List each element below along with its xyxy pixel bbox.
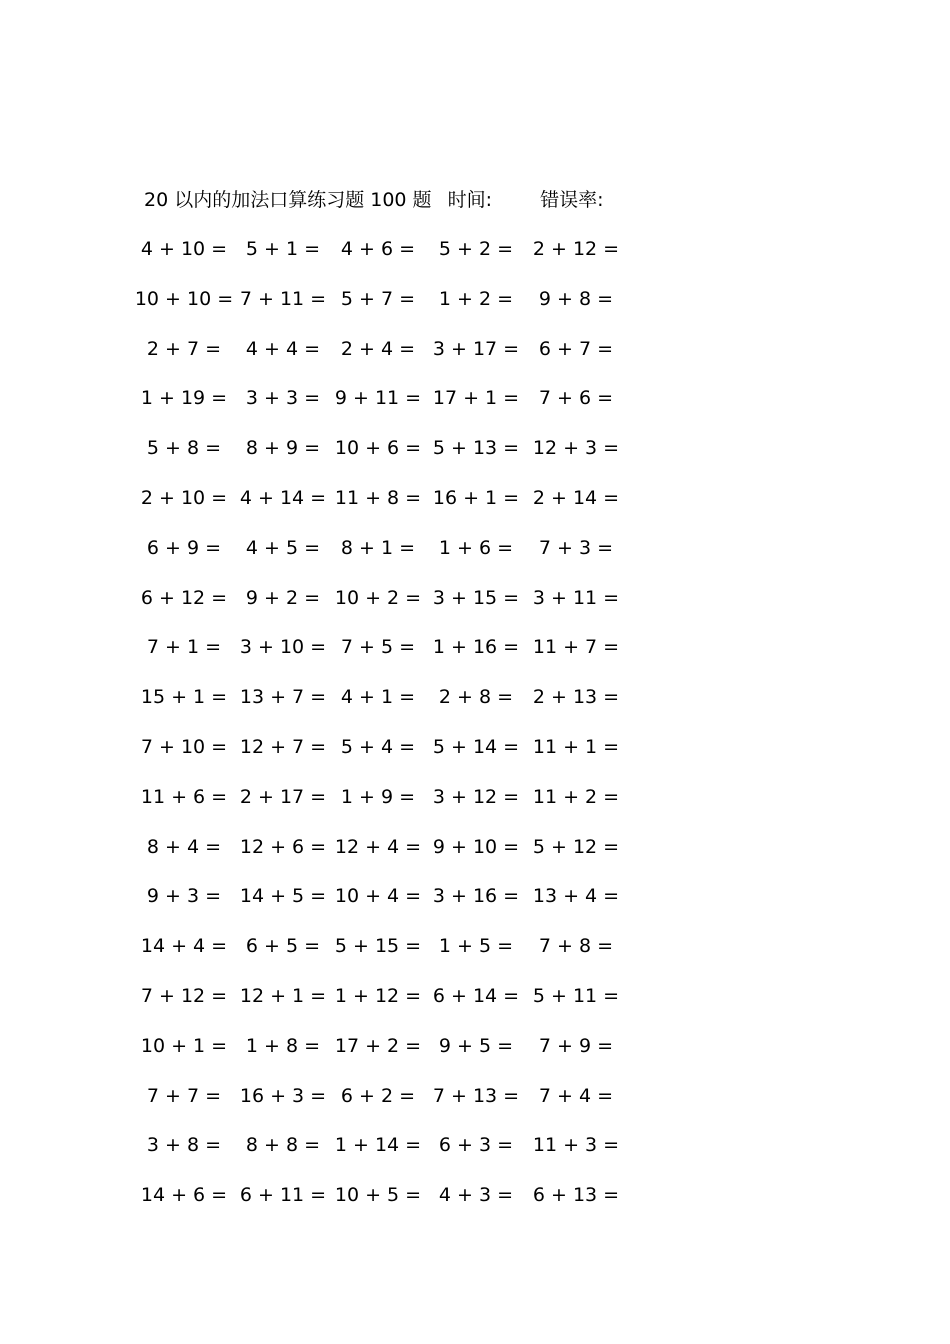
addition-problem: 1 + 14 = <box>334 1134 422 1157</box>
addition-problem: 8 + 8 = <box>245 1134 321 1157</box>
addition-problem: 7 + 3 = <box>538 536 614 559</box>
addition-problem: 11 + 1 = <box>532 736 620 758</box>
addition-problem: 5 + 2 = <box>438 238 514 260</box>
problem-row <box>0 234 950 264</box>
problem-row <box>0 931 950 961</box>
addition-problem: 8 + 4 = <box>146 835 222 858</box>
addition-problem: 3 + 11 = <box>532 586 620 609</box>
addition-problem: 17 + 2 = <box>334 1034 422 1057</box>
addition-problem: 2 + 17 = <box>239 785 327 808</box>
addition-problem: 5 + 4 = <box>340 736 416 758</box>
addition-problem: 11 + 7 = <box>532 636 620 659</box>
addition-problem: 1 + 2 = <box>438 287 514 310</box>
addition-problem: 7 + 4 = <box>538 1084 614 1107</box>
addition-problem: 9 + 8 = <box>538 287 614 310</box>
addition-problem: 5 + 8 = <box>146 437 222 460</box>
addition-problem: 6 + 11 = <box>239 1184 327 1207</box>
addition-problem: 5 + 12 = <box>532 835 620 858</box>
problem-row <box>0 1180 950 1210</box>
worksheet-title: 20 以内的加法口算练习题 100 题 <box>144 189 432 211</box>
addition-problem: 5 + 13 = <box>432 437 520 460</box>
addition-problem: 2 + 13 = <box>532 686 620 709</box>
addition-problem: 3 + 17 = <box>432 337 520 360</box>
addition-problem: 2 + 14 = <box>532 487 620 509</box>
addition-problem: 7 + 5 = <box>340 636 416 659</box>
addition-problem: 17 + 1 = <box>432 387 520 410</box>
addition-problem: 7 + 13 = <box>432 1084 520 1107</box>
problem-row <box>0 632 950 662</box>
addition-problem: 7 + 9 = <box>538 1034 614 1057</box>
problem-row <box>0 682 950 712</box>
problem-row <box>0 732 950 762</box>
addition-problem: 10 + 2 = <box>334 586 422 609</box>
problem-row <box>0 583 950 613</box>
addition-problem: 4 + 4 = <box>245 337 321 360</box>
addition-problem: 16 + 3 = <box>239 1084 327 1107</box>
addition-problem: 12 + 3 = <box>532 437 620 460</box>
addition-problem: 5 + 1 = <box>245 238 321 260</box>
error-rate-label: 错误率: <box>540 189 604 211</box>
addition-problem: 11 + 3 = <box>532 1134 620 1157</box>
addition-problem: 6 + 13 = <box>532 1184 620 1207</box>
addition-problem: 6 + 5 = <box>245 935 321 958</box>
problem-row <box>0 1031 950 1061</box>
problem-row <box>0 533 950 563</box>
addition-problem: 13 + 7 = <box>239 686 327 709</box>
addition-problem: 3 + 12 = <box>432 785 520 808</box>
addition-problem: 10 + 4 = <box>334 885 422 908</box>
addition-problem: 4 + 6 = <box>340 238 416 260</box>
addition-problem: 1 + 6 = <box>438 536 514 559</box>
addition-problem: 14 + 6 = <box>140 1184 228 1207</box>
addition-problem: 14 + 5 = <box>239 885 327 908</box>
addition-problem: 5 + 7 = <box>340 287 416 310</box>
addition-problem: 4 + 5 = <box>245 536 321 559</box>
addition-problem: 9 + 11 = <box>334 387 422 410</box>
problem-row <box>0 334 950 364</box>
addition-problem: 8 + 9 = <box>245 437 321 460</box>
addition-problem: 1 + 16 = <box>432 636 520 659</box>
problem-row <box>0 383 950 413</box>
addition-problem: 7 + 10 = <box>140 736 228 758</box>
addition-problem: 4 + 3 = <box>438 1184 514 1207</box>
addition-problem: 6 + 3 = <box>438 1134 514 1157</box>
addition-problem: 3 + 8 = <box>146 1134 222 1157</box>
addition-problem: 4 + 10 = <box>140 238 228 260</box>
addition-problem: 16 + 1 = <box>432 487 520 509</box>
addition-problem: 6 + 2 = <box>340 1084 416 1107</box>
addition-problem: 12 + 6 = <box>239 835 327 858</box>
addition-problem: 7 + 1 = <box>146 636 222 659</box>
addition-problem: 6 + 7 = <box>538 337 614 360</box>
addition-problem: 5 + 15 = <box>334 935 422 958</box>
addition-problem: 9 + 5 = <box>438 1034 514 1057</box>
addition-problem: 1 + 12 = <box>334 985 422 1007</box>
addition-problem: 6 + 14 = <box>432 985 520 1007</box>
addition-problem: 3 + 15 = <box>432 586 520 609</box>
problem-row <box>0 881 950 911</box>
problem-row <box>0 284 950 314</box>
addition-problem: 10 + 1 = <box>140 1034 228 1057</box>
addition-problem: 10 + 10 = <box>134 287 234 310</box>
addition-problem: 9 + 2 = <box>245 586 321 609</box>
addition-problem: 7 + 11 = <box>239 287 327 310</box>
addition-problem: 8 + 1 = <box>340 536 416 559</box>
addition-problem: 3 + 16 = <box>432 885 520 908</box>
addition-problem: 12 + 4 = <box>334 835 422 858</box>
addition-problem: 11 + 8 = <box>334 487 422 509</box>
time-label: 时间: <box>447 189 493 211</box>
addition-problem: 2 + 10 = <box>140 487 228 509</box>
problem-row <box>0 782 950 812</box>
addition-problem: 10 + 5 = <box>334 1184 422 1207</box>
addition-problem: 13 + 4 = <box>532 885 620 908</box>
addition-problem: 7 + 7 = <box>146 1084 222 1107</box>
addition-problem: 12 + 1 = <box>239 985 327 1007</box>
addition-problem: 1 + 5 = <box>438 935 514 958</box>
addition-problem: 14 + 4 = <box>140 935 228 958</box>
addition-problem: 10 + 6 = <box>334 437 422 460</box>
addition-problem: 2 + 12 = <box>532 238 620 260</box>
addition-problem: 15 + 1 = <box>140 686 228 709</box>
addition-problem: 7 + 6 = <box>538 387 614 410</box>
addition-problem: 4 + 1 = <box>340 686 416 709</box>
addition-problem: 11 + 2 = <box>532 785 620 808</box>
addition-problem: 9 + 3 = <box>146 885 222 908</box>
problem-row <box>0 981 950 1011</box>
addition-problem: 7 + 8 = <box>538 935 614 958</box>
addition-problem: 9 + 10 = <box>432 835 520 858</box>
addition-problem: 12 + 7 = <box>239 736 327 758</box>
addition-problem: 4 + 14 = <box>239 487 327 509</box>
addition-problem: 2 + 4 = <box>340 337 416 360</box>
addition-problem: 5 + 11 = <box>532 985 620 1007</box>
addition-problem: 1 + 19 = <box>140 387 228 410</box>
problem-row <box>0 1130 950 1160</box>
addition-problem: 3 + 10 = <box>239 636 327 659</box>
addition-problem: 6 + 9 = <box>146 536 222 559</box>
problem-row <box>0 832 950 862</box>
addition-problem: 5 + 14 = <box>432 736 520 758</box>
addition-problem: 3 + 3 = <box>245 387 321 410</box>
addition-problem: 6 + 12 = <box>140 586 228 609</box>
addition-problem: 1 + 8 = <box>245 1034 321 1057</box>
addition-problem: 7 + 12 = <box>140 985 228 1007</box>
addition-problem: 2 + 8 = <box>438 686 514 709</box>
addition-problem: 11 + 6 = <box>140 785 228 808</box>
problem-row <box>0 433 950 463</box>
problem-row <box>0 483 950 513</box>
problem-row <box>0 1081 950 1111</box>
addition-problem: 2 + 7 = <box>146 337 222 360</box>
addition-problem: 1 + 9 = <box>340 785 416 808</box>
